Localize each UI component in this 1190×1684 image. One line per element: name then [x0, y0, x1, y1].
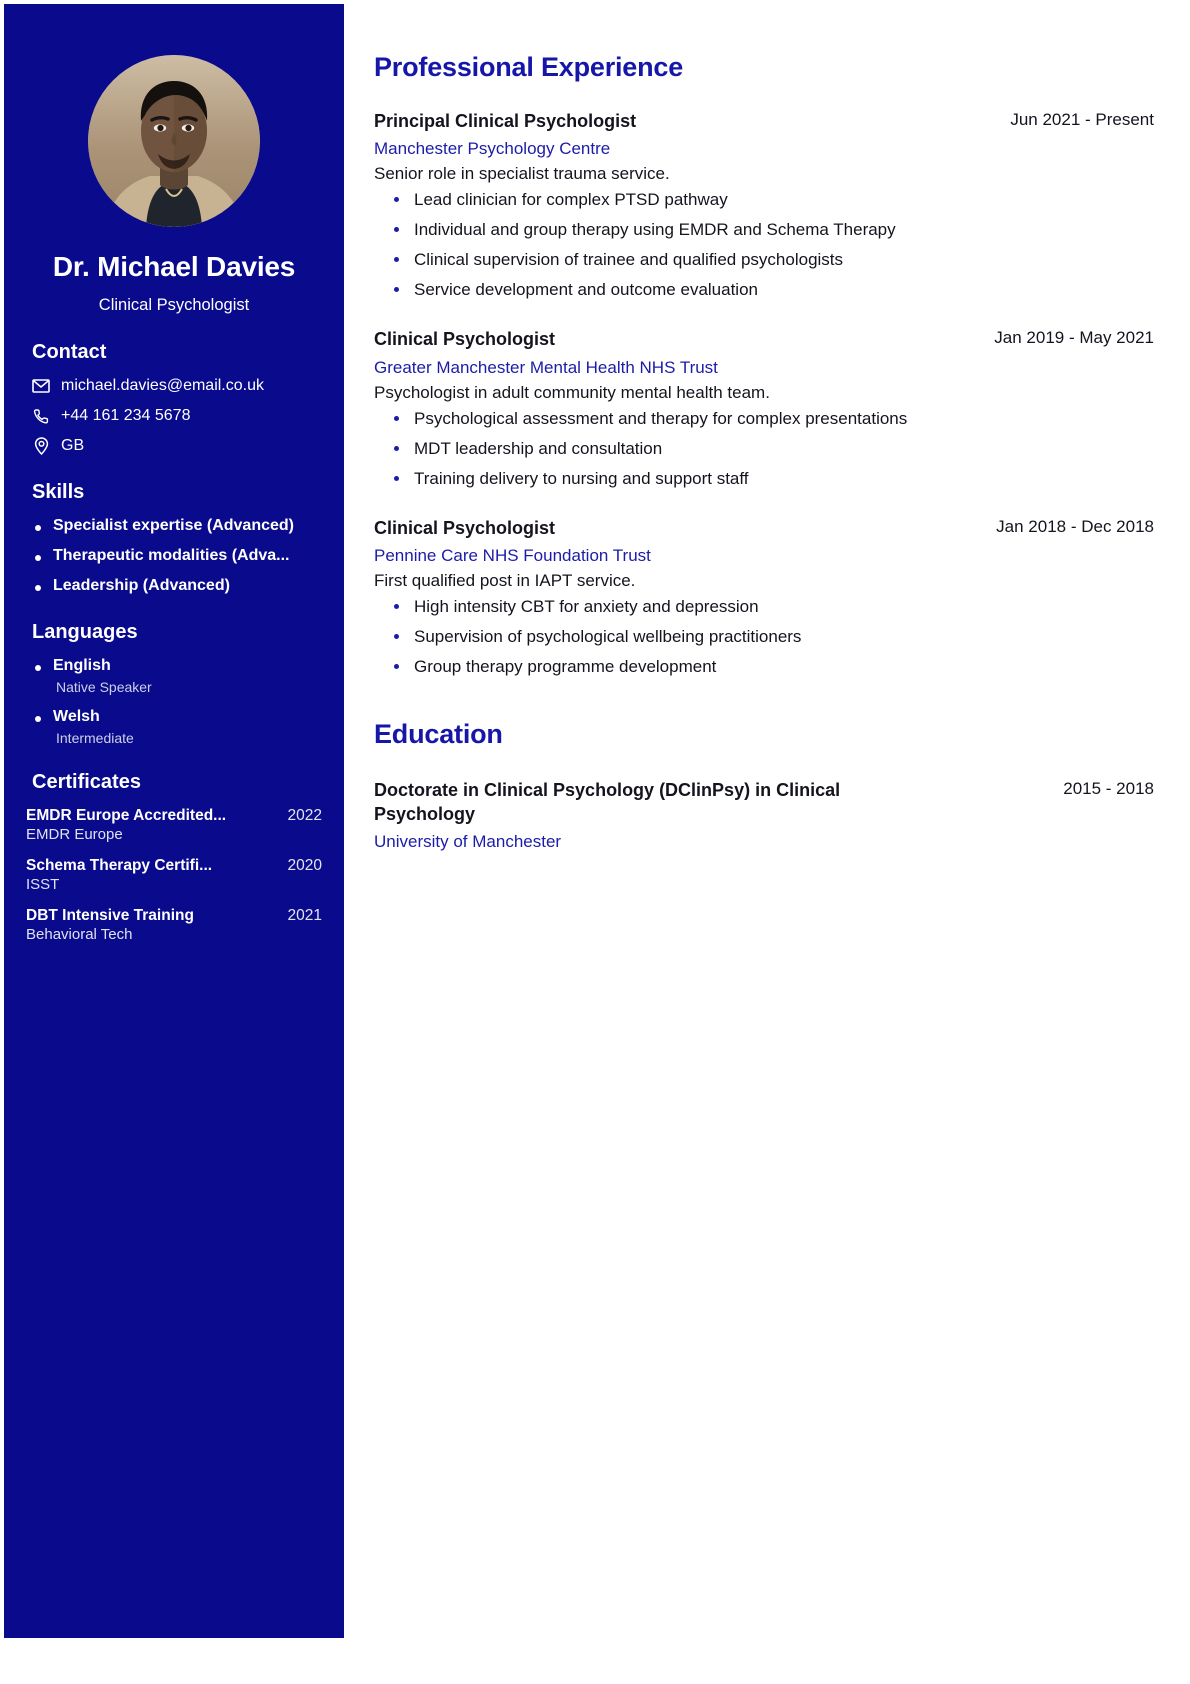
contact-email-row[interactable] [32, 377, 322, 395]
experience-bullet: Lead clinician for complex PTSD pathway [392, 190, 1154, 210]
education-entry [374, 778, 1154, 853]
experience-bullet: Service development and outcome evaluation [392, 280, 1154, 300]
contact-phone-value: +44 161 234 5678 [61, 407, 191, 424]
experience-entry [374, 327, 1154, 488]
contact-list [26, 377, 322, 455]
language-name: Welsh [53, 708, 100, 725]
certificate-top-row [26, 857, 322, 875]
contact-location-value: GB [61, 437, 85, 454]
certificate-item [26, 857, 322, 893]
certificate-item [26, 907, 322, 943]
certificate-name: EMDR Europe Accredited... [26, 807, 227, 824]
education-degree: Doctorate in Clinical Psychology (DClinPsy) in Clinical Psychology [374, 779, 841, 825]
experience-date: Jan 2018 - Dec 2018 [996, 516, 1154, 536]
education-entry-header [374, 778, 1154, 827]
experience-role: Clinical Psychologist [374, 517, 556, 538]
experience-entry [374, 516, 1154, 677]
experience-bullet: Psychological assessment and therapy for complex presentations [392, 409, 1154, 429]
experience-description: Psychologist in adult community mental health team. [374, 382, 770, 402]
certificates-section [4, 771, 344, 943]
contact-email-value: michael.davies@email.co.uk [61, 377, 264, 394]
skill-item: Leadership (Advanced) [33, 577, 322, 595]
experience-bullet: Training delivery to nursing and support staff [392, 469, 1154, 489]
experience-bullet: Individual and group therapy using EMDR and Schema Therapy [392, 220, 1154, 240]
certificate-issuer: EMDR Europe [26, 826, 123, 843]
experience-entry-header [374, 327, 1154, 351]
section-title-education: Education [374, 718, 503, 749]
experience-bullet: MDT leadership and consultation [392, 439, 1154, 459]
certificate-issuer: ISST [26, 876, 60, 893]
experience-role: Principal Clinical Psychologist [374, 111, 637, 131]
experience-bullet: Supervision of psychological wellbeing practitioners [392, 627, 1154, 647]
certificate-year: 2022 [287, 807, 322, 824]
certificate-top-row [26, 907, 322, 925]
certificates-list [26, 807, 322, 943]
language-item [33, 708, 322, 746]
language-item [33, 657, 322, 695]
languages-list [26, 657, 322, 746]
skills-list [26, 517, 322, 595]
contact-section [4, 341, 344, 455]
experience-bullet: Group therapy programme development [392, 657, 1154, 677]
avatar-wrapper [4, 4, 344, 227]
experience-organization: Greater Manchester Mental Health NHS Trust [374, 357, 718, 377]
experience-description: First qualified post in IAPT service. [374, 570, 636, 590]
language-level: Native Speaker [56, 679, 152, 695]
phone-icon [32, 407, 50, 425]
certificate-name: Schema Therapy Certifi... [26, 857, 213, 874]
certificate-top-row [26, 807, 322, 825]
contact-phone-row[interactable] [32, 407, 322, 425]
experience-organization: Manchester Psychology Centre [374, 139, 611, 159]
language-level: Intermediate [56, 730, 134, 746]
languages-section [4, 621, 344, 746]
education-date: 2015 - 2018 [1063, 778, 1154, 798]
main-content [344, 0, 1190, 1684]
experience-date: Jun 2021 - Present [1010, 110, 1154, 129]
avatar [88, 55, 260, 227]
experience-bullets [374, 597, 1154, 677]
skill-item: Specialist expertise (Advanced) [33, 517, 322, 535]
experience-date: Jan 2019 - May 2021 [994, 328, 1154, 348]
person-name: Dr. Michael Davies [52, 251, 296, 282]
certificate-item [26, 807, 322, 843]
experience-description: Senior role in specialist trauma service. [374, 164, 670, 184]
language-name: English [53, 657, 111, 674]
contact-location-row[interactable] [32, 437, 322, 455]
envelope-icon [32, 377, 50, 395]
education-institution: University of Manchester [374, 832, 562, 852]
sidebar [4, 4, 344, 1638]
experience-organization: Pennine Care NHS Foundation Trust [374, 545, 651, 565]
experience-role: Clinical Psychologist [374, 329, 556, 350]
skill-item: Therapeutic modalities (Adva... [33, 547, 322, 565]
experience-entry-header [374, 516, 1154, 540]
experience-entry-header [374, 109, 1154, 133]
portrait-photo-icon [88, 55, 260, 227]
languages-heading: Languages [32, 621, 138, 643]
experience-entry [374, 109, 1154, 300]
certificate-year: 2021 [287, 907, 322, 924]
experience-bullet: High intensity CBT for anxiety and depression [392, 597, 1154, 617]
person-job-title: Clinical Psychologist [98, 296, 250, 314]
certificate-year: 2020 [287, 857, 322, 874]
skills-heading: Skills [32, 481, 85, 503]
location-pin-icon [32, 437, 50, 455]
experience-bullet: Clinical supervision of trainee and qualified psychologists [392, 250, 1154, 270]
skills-section [4, 481, 344, 595]
contact-heading: Contact [32, 341, 107, 363]
section-title-experience: Professional Experience [374, 52, 684, 82]
certificate-name: DBT Intensive Training [26, 907, 194, 924]
certificates-heading: Certificates [32, 771, 141, 793]
certificate-issuer: Behavioral Tech [26, 926, 133, 943]
experience-bullets [374, 190, 1154, 300]
experience-bullets [374, 409, 1154, 489]
